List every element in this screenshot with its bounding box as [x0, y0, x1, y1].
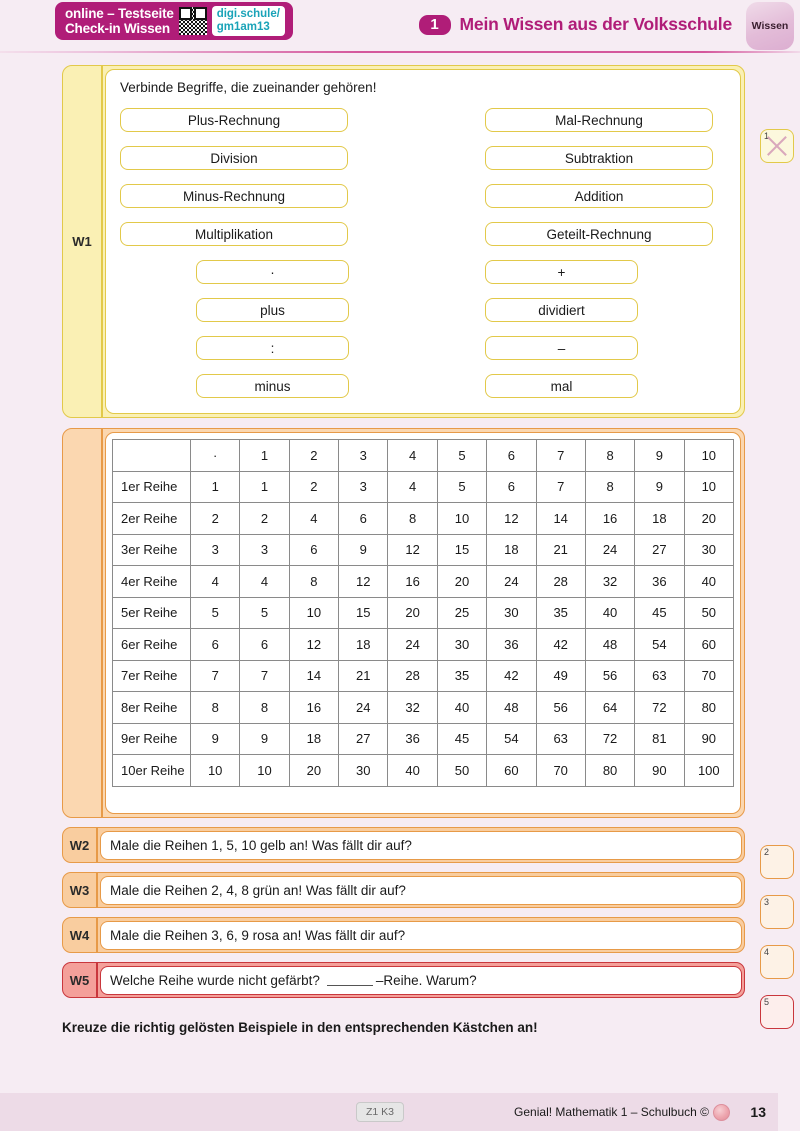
matching-pill-left-5[interactable]: ·: [196, 260, 349, 284]
table-cell-r5-c3[interactable]: 10: [289, 597, 338, 629]
page-number: 13: [750, 1104, 766, 1120]
table-header-cell-11: 10: [684, 440, 733, 472]
section-tab-label: Wissen: [751, 20, 789, 32]
table-header-cell-10: 9: [635, 440, 684, 472]
table-cell-r2-c6[interactable]: 10: [437, 503, 486, 535]
table-cell-r6-c11[interactable]: 60: [684, 629, 733, 661]
table-cell-r9-c8[interactable]: 63: [536, 723, 585, 755]
checkbox-marker-5[interactable]: 5: [760, 995, 794, 1029]
table-cell-r5-c7[interactable]: 30: [487, 597, 536, 629]
table-cell-r7-c8[interactable]: 49: [536, 660, 585, 692]
table-cell-r2-c3[interactable]: 4: [289, 503, 338, 535]
checkbox-marker-1-number: 1: [764, 131, 770, 141]
table-cell-r7-c2[interactable]: 7: [240, 660, 289, 692]
table-cell-r1-c6[interactable]: 5: [437, 471, 486, 503]
table-cell-r8-c10[interactable]: 72: [635, 692, 684, 724]
task-w4-text: Male die Reihen 3, 6, 9 rosa an! Was fällt dir auf?: [110, 927, 406, 943]
matching-pill-right-7[interactable]: –: [485, 336, 638, 360]
table-row-label: 5er Reihe: [113, 597, 191, 629]
qr-badge-line1: online – Testseite: [65, 6, 174, 21]
table-cell-r7-c3[interactable]: 14: [289, 660, 338, 692]
chapter-number-badge: 1: [419, 15, 451, 35]
table-cell-r2-c4[interactable]: 6: [339, 503, 388, 535]
table-cell-r10-c11[interactable]: 100: [684, 755, 733, 787]
qr-url-line1: digi.schule/: [216, 8, 280, 20]
table-cell-r4-c5[interactable]: 16: [388, 566, 437, 598]
table-cell-r6-c10[interactable]: 54: [635, 629, 684, 661]
table-header-cell-6: 5: [437, 440, 486, 472]
table-cell-r9-c11[interactable]: 90: [684, 723, 733, 755]
table-cell-r2-c5[interactable]: 8: [388, 503, 437, 535]
footer-credit-text: Genial! Mathematik 1 – Schulbuch ©: [514, 1105, 709, 1119]
table-cell-r2-c1[interactable]: 2: [191, 503, 240, 535]
table-cell-r9-c6[interactable]: 45: [437, 723, 486, 755]
matching-pill-left-7[interactable]: :: [196, 336, 349, 360]
table-cell-r5-c6[interactable]: 25: [437, 597, 486, 629]
chapter-heading: [419, 14, 732, 35]
matching-pill-right-5[interactable]: +: [485, 260, 638, 284]
table-cell-r3-c6[interactable]: 15: [437, 534, 486, 566]
table-row: [113, 597, 734, 629]
header-divider: [0, 51, 800, 53]
matching-pill-left-2[interactable]: Division: [120, 146, 348, 170]
task-w4: [62, 917, 745, 953]
table-cell-r3-c7[interactable]: 18: [487, 534, 536, 566]
table-cell-r1-c5[interactable]: 4: [388, 471, 437, 503]
multiplication-table-content: [105, 432, 741, 814]
table-cell-r1-c4[interactable]: 3: [339, 471, 388, 503]
task-w1: [62, 65, 745, 418]
task-w2-answer-field[interactable]: [100, 831, 742, 860]
table-cell-r9-c10[interactable]: 81: [635, 723, 684, 755]
task-w5: [62, 962, 745, 998]
table-cell-r8-c2[interactable]: 8: [240, 692, 289, 724]
footer-credit: [514, 1104, 730, 1121]
table-header-cell-1: ·: [191, 440, 240, 472]
footer-code-badge: Z1 K3: [356, 1102, 404, 1122]
qr-url-line2: gm1am13: [216, 21, 270, 33]
matching-pill-right-3[interactable]: Addition: [485, 184, 713, 208]
table-row: [113, 660, 734, 692]
matching-pairs-grid: [120, 108, 726, 412]
table-cell-r1-c1[interactable]: 1: [191, 471, 240, 503]
table-row-label: 4er Reihe: [113, 566, 191, 598]
table-cell-r8-c5[interactable]: 32: [388, 692, 437, 724]
table-cell-r8-c3[interactable]: 16: [289, 692, 338, 724]
table-cell-r3-c3[interactable]: 6: [289, 534, 338, 566]
matching-pill-left-1[interactable]: Plus-Rechnung: [120, 108, 348, 132]
task-w2-text: Male die Reihen 1, 5, 10 gelb an! Was fällt dir auf?: [110, 837, 412, 853]
table-cell-r3-c4[interactable]: 9: [339, 534, 388, 566]
table-cell-r2-c9[interactable]: 16: [585, 503, 634, 535]
table-row-label: 3er Reihe: [113, 534, 191, 566]
table-cell-r2-c7[interactable]: 12: [487, 503, 536, 535]
table-cell-r8-c9[interactable]: 64: [585, 692, 634, 724]
table-cell-r3-c8[interactable]: 21: [536, 534, 585, 566]
table-cell-r1-c9[interactable]: 8: [585, 471, 634, 503]
table-cell-r2-c11[interactable]: 20: [684, 503, 733, 535]
table-row-label: 10er Reihe: [113, 755, 191, 787]
table-cell-r10-c10[interactable]: 90: [635, 755, 684, 787]
matching-pill-left-4[interactable]: Multiplikation: [120, 222, 348, 246]
table-cell-r10-c8[interactable]: 70: [536, 755, 585, 787]
matching-pill-left-8[interactable]: minus: [196, 374, 349, 398]
multiplication-table-label: [63, 429, 103, 817]
table-row-label: 8er Reihe: [113, 692, 191, 724]
task-w5-text-after: –Reihe. Warum?: [375, 972, 477, 988]
table-cell-r2-c2[interactable]: 2: [240, 503, 289, 535]
task-w2-label: W2: [63, 828, 98, 862]
page-title: Mein Wissen aus der Volksschule: [459, 14, 732, 34]
task-w4-answer-field[interactable]: [100, 921, 742, 950]
table-cell-r9-c5[interactable]: 36: [388, 723, 437, 755]
task-w5-text-before: Welche Reihe wurde nicht gefärbt?: [110, 972, 320, 988]
table-row: [113, 534, 734, 566]
table-cell-r8-c6[interactable]: 40: [437, 692, 486, 724]
table-cell-r9-c7[interactable]: 54: [487, 723, 536, 755]
table-cell-r4-c4[interactable]: 12: [339, 566, 388, 598]
task-w3-text: Male die Reihen 2, 4, 8 grün an! Was fällt dir auf?: [110, 882, 406, 898]
task-w1-content: [105, 69, 741, 414]
table-cell-r5-c1[interactable]: 5: [191, 597, 240, 629]
table-header-cell-8: 7: [536, 440, 585, 472]
table-cell-r7-c11[interactable]: 70: [684, 660, 733, 692]
table-cell-r5-c11[interactable]: 50: [684, 597, 733, 629]
matching-pill-right-6[interactable]: dividiert: [485, 298, 638, 322]
table-cell-r4-c7[interactable]: 24: [487, 566, 536, 598]
table-cell-r8-c7[interactable]: 48: [487, 692, 536, 724]
table-cell-r9-c9[interactable]: 72: [585, 723, 634, 755]
checkbox-marker-3[interactable]: 3: [760, 895, 794, 929]
checkbox-marker-2[interactable]: 2: [760, 845, 794, 879]
table-cell-r5-c9[interactable]: 40: [585, 597, 634, 629]
table-cell-r1-c10[interactable]: 9: [635, 471, 684, 503]
table-cell-r3-c5[interactable]: 12: [388, 534, 437, 566]
table-cell-r2-c10[interactable]: 18: [635, 503, 684, 535]
table-cell-r10-c5[interactable]: 40: [388, 755, 437, 787]
table-header-cell-2: 1: [240, 440, 289, 472]
table-cell-r7-c9[interactable]: 56: [585, 660, 634, 692]
online-test-qr-badge[interactable]: [55, 2, 293, 40]
publisher-logo-icon: [713, 1104, 730, 1121]
table-cell-r4-c11[interactable]: 40: [684, 566, 733, 598]
answer-blank[interactable]: [327, 975, 373, 986]
table-cell-r10-c2[interactable]: 10: [240, 755, 289, 787]
section-tab-wissen[interactable]: [746, 2, 794, 50]
table-header-cell-3: 2: [289, 440, 338, 472]
table-cell-r1-c3[interactable]: 2: [289, 471, 338, 503]
table-cell-r5-c8[interactable]: 35: [536, 597, 585, 629]
table-cell-r8-c4[interactable]: 24: [339, 692, 388, 724]
task-w2: [62, 827, 745, 863]
checkbox-marker-1[interactable]: [760, 129, 794, 163]
table-cell-r3-c9[interactable]: 24: [585, 534, 634, 566]
matching-right-column: [423, 108, 726, 412]
table-cell-r4-c8[interactable]: 28: [536, 566, 585, 598]
table-row: [113, 503, 734, 535]
table-header-cell-9: 8: [585, 440, 634, 472]
table-cell-r10-c9[interactable]: 80: [585, 755, 634, 787]
table-row-label: 1er Reihe: [113, 471, 191, 503]
table-cell-r10-c6[interactable]: 50: [437, 755, 486, 787]
table-row-label: 7er Reihe: [113, 660, 191, 692]
table-cell-r9-c4[interactable]: 27: [339, 723, 388, 755]
footer-right-spacer: [778, 1093, 800, 1131]
table-row: [113, 723, 734, 755]
matching-pill-left-3[interactable]: Minus-Rechnung: [120, 184, 348, 208]
qr-code-icon[interactable]: [179, 7, 207, 35]
task-w5-answer-field[interactable]: [100, 966, 742, 995]
table-row: [113, 471, 734, 503]
table-cell-r6-c9[interactable]: 48: [585, 629, 634, 661]
table-cell-r5-c10[interactable]: 45: [635, 597, 684, 629]
task-w1-instruction: Verbinde Begriffe, die zueinander gehören!: [120, 80, 377, 95]
multiplication-table-head: [113, 440, 734, 472]
table-cell-r3-c1[interactable]: 3: [191, 534, 240, 566]
task-w3: [62, 872, 745, 908]
line-task-list: [10, 827, 790, 998]
multiplication-table-body: [113, 471, 734, 786]
table-cell-r2-c8[interactable]: 14: [536, 503, 585, 535]
table-cell-r7-c5[interactable]: 28: [388, 660, 437, 692]
table-row: [113, 755, 734, 787]
table-row-label: 9er Reihe: [113, 723, 191, 755]
table-cell-r9-c1[interactable]: 9: [191, 723, 240, 755]
table-cell-r5-c4[interactable]: 15: [339, 597, 388, 629]
table-header-cell-4: 3: [339, 440, 388, 472]
worksheet-body: [0, 65, 800, 1035]
table-row: [113, 629, 734, 661]
matching-pill-left-6[interactable]: plus: [196, 298, 349, 322]
table-cell-r4-c9[interactable]: 32: [585, 566, 634, 598]
multiplication-table: [112, 439, 734, 787]
table-cell-r6-c1[interactable]: 6: [191, 629, 240, 661]
table-cell-r7-c7[interactable]: 42: [487, 660, 536, 692]
table-cell-r9-c2[interactable]: 9: [240, 723, 289, 755]
table-cell-r8-c11[interactable]: 80: [684, 692, 733, 724]
bottom-instruction: Kreuze die richtig gelösten Beispiele in den entsprechenden Kästchen an!: [62, 1020, 538, 1035]
table-cell-r10-c4[interactable]: 30: [339, 755, 388, 787]
table-row: [113, 692, 734, 724]
table-cell-r8-c1[interactable]: 8: [191, 692, 240, 724]
table-cell-r4-c1[interactable]: 4: [191, 566, 240, 598]
table-cell-r6-c6[interactable]: 30: [437, 629, 486, 661]
qr-badge-text: [65, 6, 174, 36]
multiplication-table-block: [62, 428, 745, 818]
table-cell-r4-c10[interactable]: 36: [635, 566, 684, 598]
table-cell-r1-c8[interactable]: 7: [536, 471, 585, 503]
matching-pill-right-1[interactable]: Mal-Rechnung: [485, 108, 713, 132]
table-cell-r7-c6[interactable]: 35: [437, 660, 486, 692]
task-w1-label: W1: [63, 66, 103, 417]
table-row: [113, 566, 734, 598]
table-cell-r6-c3[interactable]: 12: [289, 629, 338, 661]
table-cell-r7-c1[interactable]: 7: [191, 660, 240, 692]
table-header-cell-5: 4: [388, 440, 437, 472]
table-cell-r1-c7[interactable]: 6: [487, 471, 536, 503]
table-row-label: 6er Reihe: [113, 629, 191, 661]
task-w5-label: W5: [63, 963, 98, 997]
table-cell-r4-c2[interactable]: 4: [240, 566, 289, 598]
task-w4-label: W4: [63, 918, 98, 952]
matching-pill-right-8[interactable]: mal: [485, 374, 638, 398]
table-cell-r4-c3[interactable]: 8: [289, 566, 338, 598]
table-cell-r7-c4[interactable]: 21: [339, 660, 388, 692]
table-cell-r6-c5[interactable]: 24: [388, 629, 437, 661]
table-cell-r6-c7[interactable]: 36: [487, 629, 536, 661]
table-cell-r10-c3[interactable]: 20: [289, 755, 338, 787]
page-header: [0, 0, 800, 52]
table-cell-r6-c8[interactable]: 42: [536, 629, 585, 661]
table-cell-r4-c6[interactable]: 20: [437, 566, 486, 598]
table-cell-r6-c2[interactable]: 6: [240, 629, 289, 661]
table-cell-r3-c11[interactable]: 30: [684, 534, 733, 566]
table-cell-r7-c10[interactable]: 63: [635, 660, 684, 692]
qr-badge-line2: Check-in Wissen: [65, 21, 170, 36]
table-cell-r1-c11[interactable]: 10: [684, 471, 733, 503]
matching-pill-right-2[interactable]: Subtraktion: [485, 146, 713, 170]
table-header-row: [113, 440, 734, 472]
table-row-label: 2er Reihe: [113, 503, 191, 535]
qr-url-text: [212, 6, 285, 36]
table-cell-r3-c10[interactable]: 27: [635, 534, 684, 566]
page-footer: [0, 1093, 800, 1131]
table-corner-cell: [113, 440, 191, 472]
matching-pill-right-4[interactable]: Geteilt-Rechnung: [485, 222, 713, 246]
table-cell-r9-c3[interactable]: 18: [289, 723, 338, 755]
table-cell-r6-c4[interactable]: 18: [339, 629, 388, 661]
table-cell-r8-c8[interactable]: 56: [536, 692, 585, 724]
table-cell-r10-c7[interactable]: 60: [487, 755, 536, 787]
task-w3-label: W3: [63, 873, 98, 907]
table-cell-r5-c5[interactable]: 20: [388, 597, 437, 629]
matching-left-column: [120, 108, 423, 412]
checkbox-marker-4[interactable]: 4: [760, 945, 794, 979]
table-cell-r5-c2[interactable]: 5: [240, 597, 289, 629]
task-w3-answer-field[interactable]: [100, 876, 742, 905]
table-cell-r1-c2[interactable]: 1: [240, 471, 289, 503]
table-cell-r3-c2[interactable]: 3: [240, 534, 289, 566]
table-header-cell-7: 6: [487, 440, 536, 472]
table-cell-r10-c1[interactable]: 10: [191, 755, 240, 787]
